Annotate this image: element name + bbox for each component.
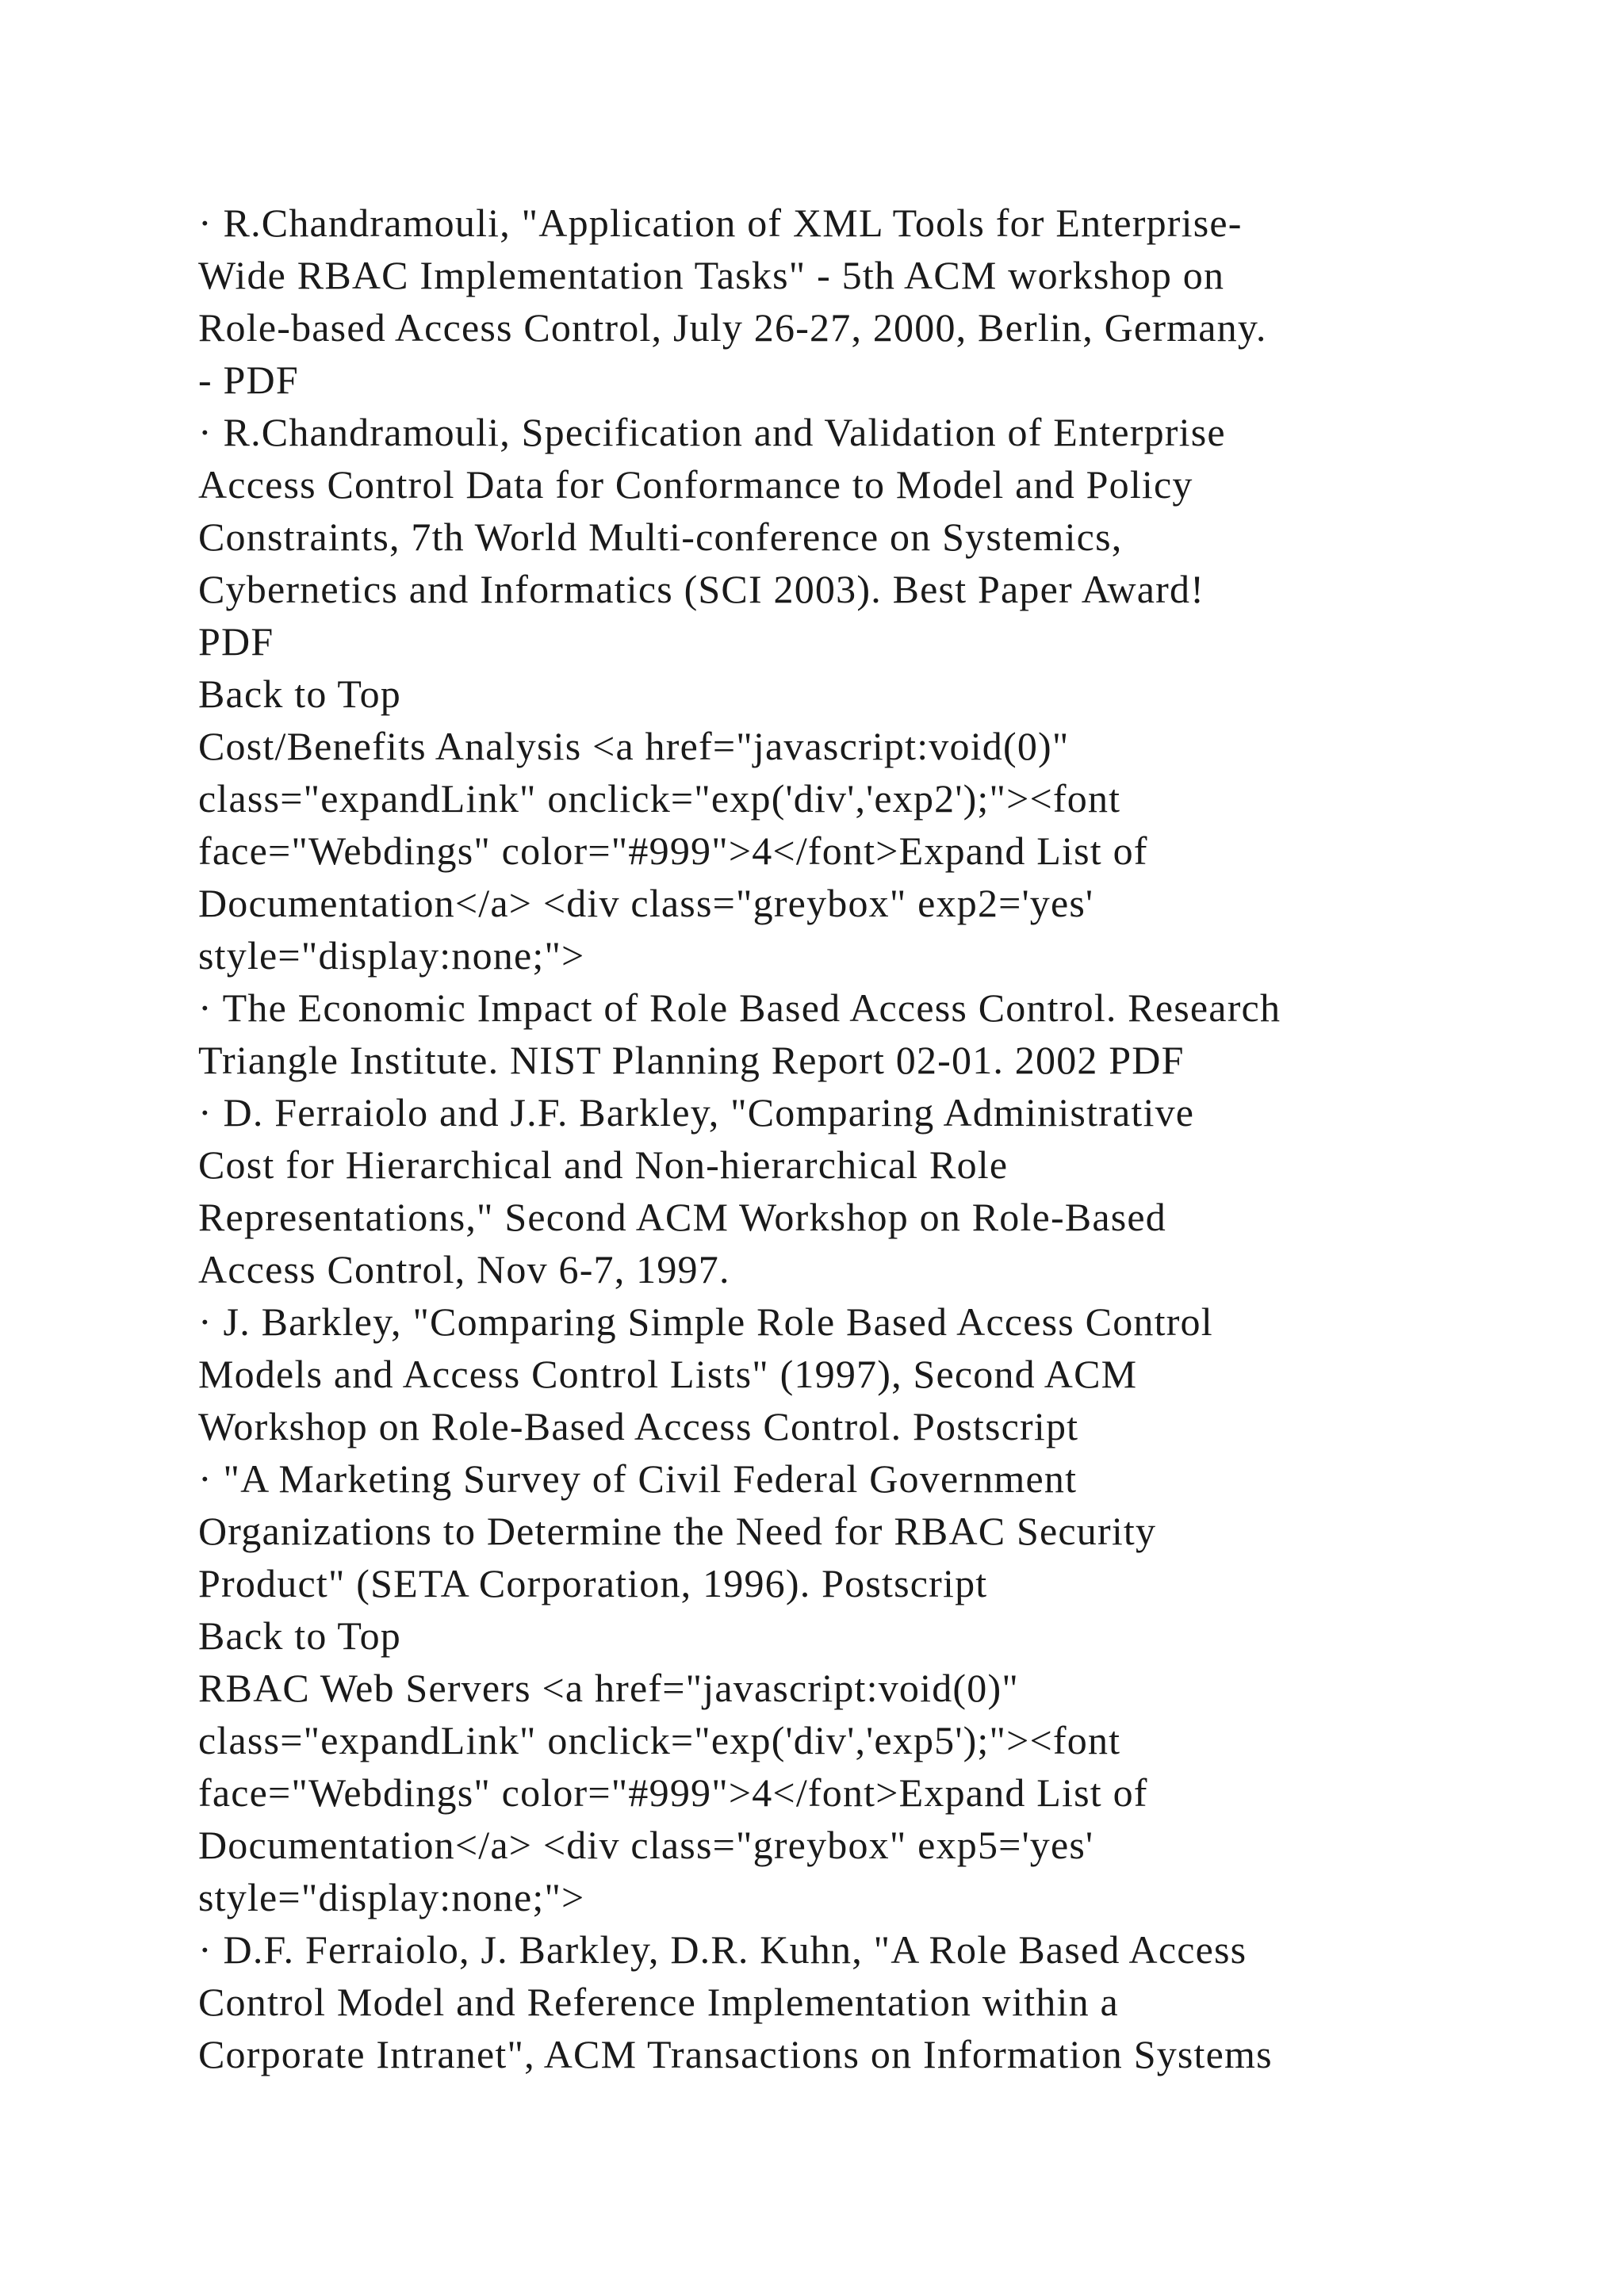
text-line: Cybernetics and Informatics (SCI 2003). Best Paper Award! <box>198 567 1205 611</box>
text-line: · J. Barkley, "Comparing Simple Role Based Access Control <box>198 1299 1213 1344</box>
text-line: · D.F. Ferraiolo, J. Barkley, D.R. Kuhn, "A Role Based Access <box>198 1927 1247 1972</box>
section-heading-cost-benefits: Cost/Benefits Analysis <a href="javascript:void(0)" <box>198 724 1070 768</box>
text-line: Cost for Hierarchical and Non-hierarchical Role <box>198 1142 1009 1187</box>
text-line: Documentation</a> <div class="greybox" exp2='yes' <box>198 881 1094 925</box>
text-line: Constraints, 7th World Multi-conference on Systemics, <box>198 515 1123 559</box>
text-line: Organizations to Determine the Need for RBAC Security <box>198 1509 1157 1553</box>
back-to-top-link[interactable]: Back to Top <box>198 1613 401 1658</box>
text-line: style="display:none;"> <box>198 933 585 978</box>
text-line: Corporate Intranet", ACM Transactions on Information Systems <box>198 2032 1273 2076</box>
text-line: style="display:none;"> <box>198 1875 585 1919</box>
text-line: · R.Chandramouli, "Application of XML Tools for Enterprise- <box>198 201 1243 245</box>
text-line: Access Control, Nov 6-7, 1997. <box>198 1247 730 1292</box>
text-line: - PDF <box>198 358 299 402</box>
text-line: Documentation</a> <div class="greybox" exp5='yes' <box>198 1823 1094 1867</box>
document-text <box>198 197 1546 2080</box>
section-heading-rbac-web-servers: RBAC Web Servers <a href="javascript:void(0)" <box>198 1666 1019 1710</box>
text-line: · D. Ferraiolo and J.F. Barkley, "Comparing Administrative <box>198 1090 1195 1135</box>
text-line: PDF <box>198 619 274 664</box>
back-to-top-link[interactable]: Back to Top <box>198 672 401 716</box>
text-line: Role-based Access Control, July 26-27, 2000, Berlin, Germany. <box>198 305 1267 350</box>
text-line: Representations," Second ACM Workshop on Role-Based <box>198 1195 1166 1239</box>
text-line: class="expandLink" onclick="exp('div','exp5');"><font <box>198 1718 1121 1762</box>
text-line: Triangle Institute. NIST Planning Report 02-01. 2002 PDF <box>198 1038 1185 1082</box>
text-line: Access Control Data for Conformance to Model and Policy <box>198 462 1193 507</box>
text-line: face="Webdings" color="#999">4</font>Expand List of <box>198 828 1148 873</box>
text-line: Control Model and Reference Implementation within a <box>198 1980 1119 2024</box>
text-line: Product" (SETA Corporation, 1996). Postscript <box>198 1561 988 1605</box>
text-line: · R.Chandramouli, Specification and Validation of Enterprise <box>198 410 1226 454</box>
text-line: Wide RBAC Implementation Tasks" - 5th ACM workshop on <box>198 253 1225 297</box>
text-line: class="expandLink" onclick="exp('div','exp2');"><font <box>198 776 1121 821</box>
text-line: face="Webdings" color="#999">4</font>Expand List of <box>198 1770 1148 1815</box>
text-line: Models and Access Control Lists" (1997), Second ACM <box>198 1352 1138 1396</box>
text-line: Workshop on Role-Based Access Control. Postscript <box>198 1404 1079 1448</box>
text-line: · The Economic Impact of Role Based Access Control. Research <box>198 985 1281 1030</box>
text-line: · "A Marketing Survey of Civil Federal Government <box>198 1456 1078 1501</box>
